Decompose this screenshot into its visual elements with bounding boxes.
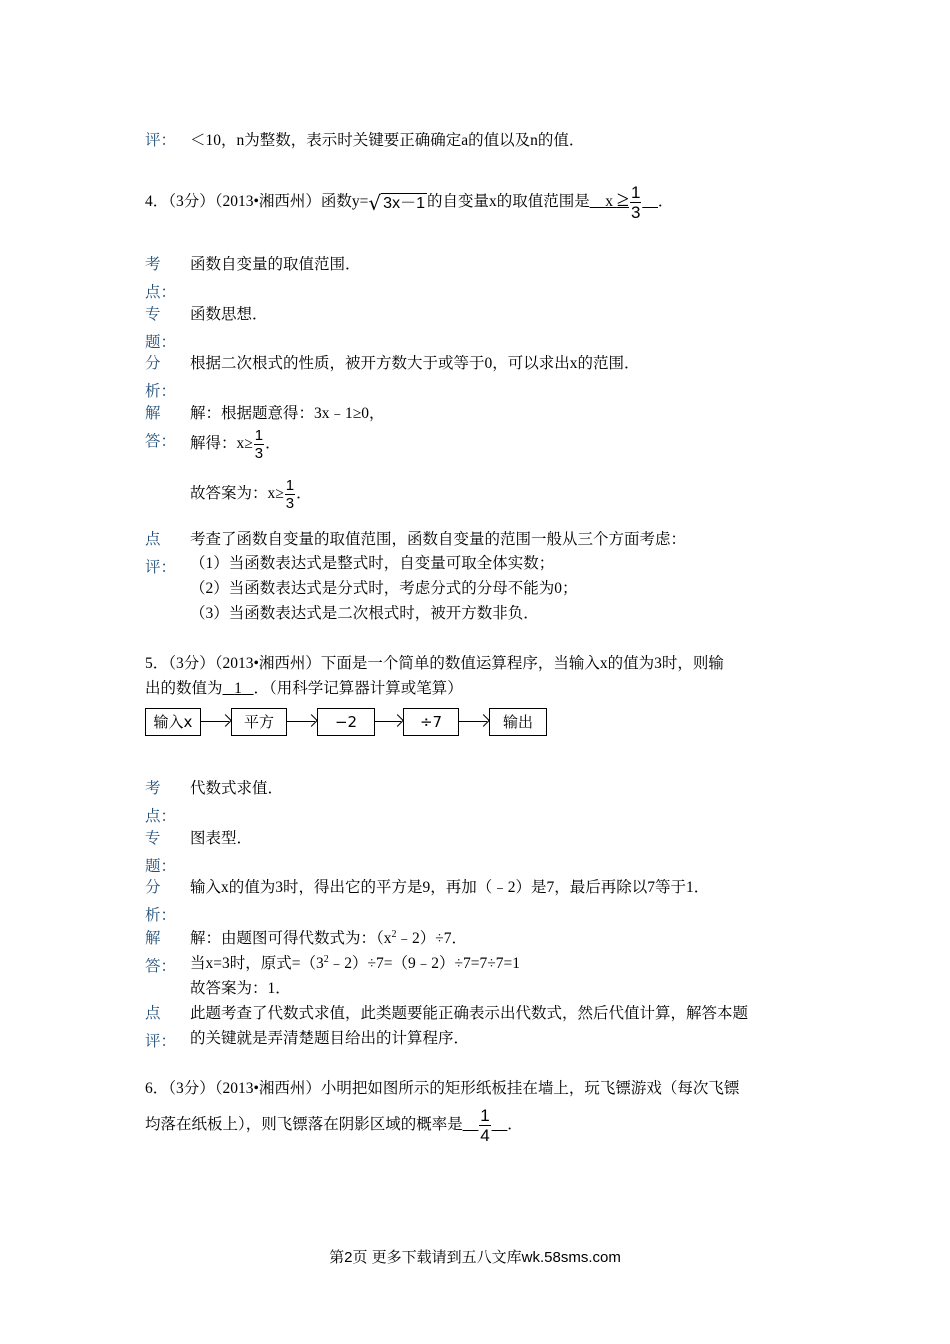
q5-kaodian-text: 代数式求值． bbox=[190, 780, 284, 797]
flow-arrow-icon bbox=[375, 721, 401, 722]
q4-jieda-line1: 解：根据题意得：3x﹣1≥0， bbox=[190, 405, 385, 422]
q4-dianping-line3: （2）当函数表达式是分式时，考虑分式的分母不能为0； bbox=[190, 580, 578, 597]
q4-prefix: 4．（3分）（2013•湘西州）函数y= bbox=[145, 193, 369, 211]
q5-dianping-label: 点 评： bbox=[145, 1005, 177, 1050]
q5-kaodian-label: 考 点： bbox=[145, 780, 177, 825]
prev-label: 评： bbox=[145, 132, 177, 149]
q5-dianping-line2: 的关键就是弄清楚题目给出的计算程序． bbox=[190, 1030, 470, 1047]
q5-jieda-line1: 解：由题图可得代数式为：$(x^2﹣2)\div 7$． bbox=[190, 928, 468, 947]
q4-kaodian-label: 考 点： bbox=[145, 256, 177, 301]
flow-box-minus2: −2 bbox=[317, 708, 375, 736]
q4-fenxi-label: 分 析： bbox=[145, 355, 177, 400]
q5-stem-line1: 5．（3分）（2013•湘西州）下面是一个简单的数值运算程序，当输入x的值为3时，则输 bbox=[145, 655, 724, 672]
flow-box-output: 输出 bbox=[489, 708, 547, 736]
flow-box-input: 输入x bbox=[145, 708, 201, 736]
q4-radicand: 3x－1 bbox=[383, 194, 425, 212]
q4-dianping-line1: 考查了函数自变量的取值范围，函数自变量的范围一般从三个方面考虑： bbox=[190, 531, 687, 548]
q5-jieda-label: 解 答： bbox=[145, 930, 177, 975]
q5-answer-blank: 1 bbox=[234, 680, 242, 697]
q5-stem-line2: 出的数值为 1 ．（用科学记算器计算或笔算） bbox=[145, 680, 463, 697]
q4-zhuanti-label: 专 题： bbox=[145, 306, 177, 351]
q4-jieda-line2: 解得：x≥ $\frac{1}{3}$ ． bbox=[190, 427, 281, 462]
flow-box-square: 平方 bbox=[231, 708, 287, 736]
q4-zhuanti-text: 函数思想． bbox=[190, 306, 268, 323]
q5-zhuanti-text: 图表型． bbox=[190, 830, 253, 847]
q6-stem-line2: 均落在纸板上），则飞镖落在阴影区域的概率是__ $\frac{1}{4}$ __． bbox=[145, 1106, 523, 1145]
q4-dianping-line4: （3）当函数表达式是二次根式时，被开方数非负． bbox=[190, 605, 539, 622]
q4-answer-blank: __x ≥ $\frac{1}{3}$ __ bbox=[589, 183, 658, 222]
flow-arrow-icon bbox=[287, 721, 315, 722]
q4-jieda-line3: 故答案为：x≥ $\frac{1}{3}$ ． bbox=[190, 477, 312, 512]
q5-fenxi-text: 输入x的值为3时，得出它的平方是9，再加（﹣2）是7，最后再除以7等于1． bbox=[190, 879, 710, 896]
q4-dianping-label: 点 评： bbox=[145, 531, 177, 576]
sqrt-symbol: √ 3x－1 bbox=[368, 190, 425, 215]
q4-jieda-label: 解 答： bbox=[145, 405, 177, 450]
q5-jieda-line2: 当x=3时，原式$=(3^2﹣2)\div 7=(9﹣2)\div 7=7\div 7=1$ bbox=[190, 953, 520, 972]
q5-jieda-line3: 故答案为：1． bbox=[190, 980, 291, 997]
q4-end: ． bbox=[657, 193, 674, 211]
q4-stem bbox=[145, 184, 673, 221]
q4-fenxi-text: 根据二次根式的性质，被开方数大于或等于0，可以求出x的范围． bbox=[190, 355, 640, 372]
q5-fenxi-label: 分 析： bbox=[145, 879, 177, 924]
flow-box-div7: ÷7 bbox=[403, 708, 459, 736]
q6-stem-line1: 6．（3分）（2013•湘西州）小明把如图所示的矩形纸板挂在墙上，玩飞镖游戏（每次飞镖 bbox=[145, 1080, 740, 1097]
q6-answer-blank: __ $\frac{1}{4}$ __ bbox=[462, 1106, 508, 1145]
flow-arrow-icon bbox=[459, 721, 487, 722]
flow-arrow-icon bbox=[201, 721, 229, 722]
q5-flowchart bbox=[145, 708, 565, 738]
q5-dianping-line1: 此题考查了代数式求值，此类题要能正确表示出代数式，然后代值计算，解答本题 bbox=[190, 1005, 749, 1022]
q5-zhuanti-label: 专 题： bbox=[145, 830, 177, 875]
q4-dianping-line2: （1）当函数表达式是整式时，自变量可取全体实数； bbox=[190, 555, 555, 572]
page-footer: 第2页 更多下载请到五八文库wk.58sms.com bbox=[329, 1249, 621, 1266]
prev-text: ＜10，n为整数，表示时关键要正确确定a的值以及n的值． bbox=[190, 132, 585, 149]
q4-kaodian-text: 函数自变量的取值范围． bbox=[190, 256, 361, 273]
q4-middle: 的自变量x的取值范围是 bbox=[426, 193, 590, 211]
